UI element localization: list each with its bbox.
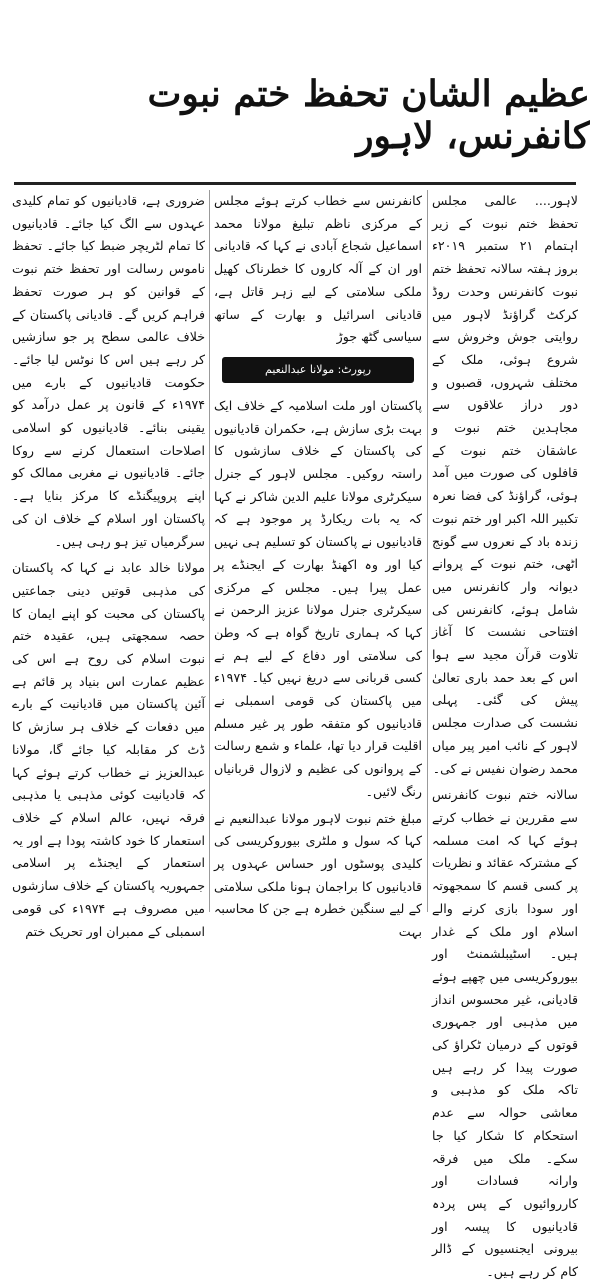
report-byline: رپورٹ: مولانا عبدالنعیم (222, 357, 414, 383)
paragraph: لاہور.... عالمی مجلس تحفظ ختم نبوت کے زیر اہتمام ۲۱ ستمبر ۲۰۱۹ء بروز ہفتہ سالانہ تحفظ ختم نبوت کانفرنس وحدت روڈ کرکٹ گراؤنڈ لاہور میں روایتی جوش وخروش سے شروع ہوئی، ملک کے مختلف شہروں، قصبوں و دور دراز علاقوں سے مجاہدین ختم نبوت و عاشقان ختم نبوت کے قافلوں کی صورت میں آمد ہوئی، گراؤنڈ کی فضا نعرہ تکبیر اللہ اکبر اور ختم نبوت زندہ باد کے نعروں سے گونج اٹھی، ختم نبوت کے پروانے دیوانہ وار کانفرنس میں شامل ہوئے، کانفرنس کی افتتاحی نشست کا آغاز تلاوت قرآن مجید سے ہوا اس کے بعد حمد باری تعالیٰ پیش کی گئی۔ پہلی نشست کی صدارت مجلس لاہور کے نائب امیر پیر میاں محمد رضوان نفیس نے کی۔ (432, 193, 578, 776)
article-headline: عظیم الشان تحفظ ختم نبوت کانفرنس، لاہور (147, 73, 590, 157)
column-right (432, 190, 578, 1280)
paragraph: کانفرنس سے خطاب کرتے ہوئے مجلس کے مرکزی ناظم تبلیغ مولانا محمد اسماعیل شجاع آبادی نے کہا کہ قادیانی اور ان کے آلہ کاروں کا خطرناک کھیل ملکی سلامتی کے لیے زہر قاتل ہے، قادیانی اسرائیل و بھارت کے ساتھ سیاسی گٹھ جوڑ (214, 193, 422, 345)
paragraph: ضروری ہے، قادیانیوں کو تمام کلیدی عہدوں سے الگ کیا جائے۔ قادیانیوں کا تمام لٹریچر ضبط کیا جائے۔ تحفظ ناموس رسالت اور تحفظ ختم نبوت کے قوانین کو ہر صورت تحفظ فراہم کریں گے۔ قادیانی پاکستان کے خلاف عالمی سطح پر جو سازشیں کر رہے ہیں اس کا نوٹس لیا جائے۔ حکومت قادیانیوں کے بارے میں ۱۹۷۴ء کے قانون پر عمل درآمد کو یقینی بنائے۔ قادیانیوں کو اسلامی اصلاحات استعمال کرنے سے روکا جائے۔ قادیانیوں نے مغربی ممالک کو اپنے پروپیگنڈے کا مرکز بنایا ہے۔ پاکستان اور اسلام کے خلاف ان کی سرگرمیاں تیز ہو رہی ہیں۔ (12, 193, 205, 549)
headline-rule (14, 182, 576, 185)
column-divider (427, 190, 428, 912)
paragraph: مولانا خالد عابد نے کہا کہ پاکستان کی مذہبی قوتیں دینی جماعتیں پاکستان کی محبت کو اپنے ایمان کا حصہ سمجھتی ہیں، عقیدہ ختم نبوت اسلام کی روح ہے اس کی عظیم عمارت اس بنیاد پر قائم ہے آئین پاکستان میں قادیانیت کے بارے میں دفعات کے خلاف ہر سازش کا ڈٹ کر مقابلہ کیا جائے گا، مولانا عبدالعزیز نے خطاب کرتے ہوئے کہا کہ قادیانیت کوئی مذہبی یا مذہبی فرقہ نہیں، عالم اسلام کے خلاف استعمار کا خود کاشتہ پودا ہے اور یہ استعمار کے ایجنڈے پر اسلامی جمہوریہ پاکستان کے خلاف سازشوں میں مصروف ہے ۱۹۷۴ء کی قومی اسمبلی کے ممبران اور تحریک ختم (12, 560, 205, 939)
paragraph: مبلغ ختم نبوت لاہور مولانا عبدالنعیم نے کہا کہ سول و ملٹری بیوروکریسی کی کلیدی پوسٹوں اور حساس عہدوں پر قادیانیوں کا براجمان ہونا ملکی سلامتی کے لیے سنگین خطرہ ہے جن کا محاسبہ بہت (214, 810, 422, 940)
column-middle (214, 190, 422, 940)
column-left (12, 190, 205, 939)
paragraph: سالانہ ختم نبوت کانفرنس سے مقررین نے خطاب کرتے ہوئے کہا کہ امت مسلمہ کے مشترکہ عقائد و نظریات پر کسی قسم کا سمجھوتہ اور سودا بازی کرنے والے اسلام اور ملک کے غدار ہیں۔ اسٹیبلشمنٹ اور بیوروکریسی میں چھپے ہوئے قادیانی، غیر محسوس انداز میں مذہبی اور جمہوری قوتوں کے درمیان ٹکراؤ کی صورت پیدا کر رہے ہیں تاکہ ملک کو مذہبی و معاشی حوالہ سے عدم استحکام کا شکار کیا جا سکے۔ ملک میں فرقہ وارانہ فسادات اور کارروائیوں کے پس پردہ قادیانیوں کا پیسہ اور بیرونی ایجنسیوں کے ڈالر کام کر رہے ہیں۔ (432, 787, 578, 1280)
paragraph: پاکستان اور ملت اسلامیہ کے خلاف ایک بہت بڑی سازش ہے، حکمران قادیانیوں کی پاکستان کے خلاف سازشوں کا راستہ روکیں۔ مجلس لاہور کے جنرل سیکرٹری مولانا علیم الدین شاکر نے کہا کہ یہ بات ریکارڈ پر موجود ہے کہ قادیانیوں نے پاکستان کو تسلیم ہی نہیں کیا اور وہ اکھنڈ بھارت کے ایجنڈے پر عمل پیرا ہیں۔ مجلس کے مرکزی سیکرٹری جنرل مولانا عزیز الرحمن نے کہا کہ ہماری تاریخ گواہ ہے کہ وطن کی سلامتی اور دفاع کے لیے ہم نے کسی قربانی سے دریغ نہیں کیا۔ ۱۹۷۴ء میں پاکستان کی قومی اسمبلی نے قادیانیوں کو متفقہ طور پر غیر مسلم اقلیت قرار دیا تھا، علماء و شمع رسالت کے پروانوں کی عظیم و لازوال قربانیاں رنگ لائیں۔ (214, 397, 422, 799)
column-divider (209, 190, 210, 912)
